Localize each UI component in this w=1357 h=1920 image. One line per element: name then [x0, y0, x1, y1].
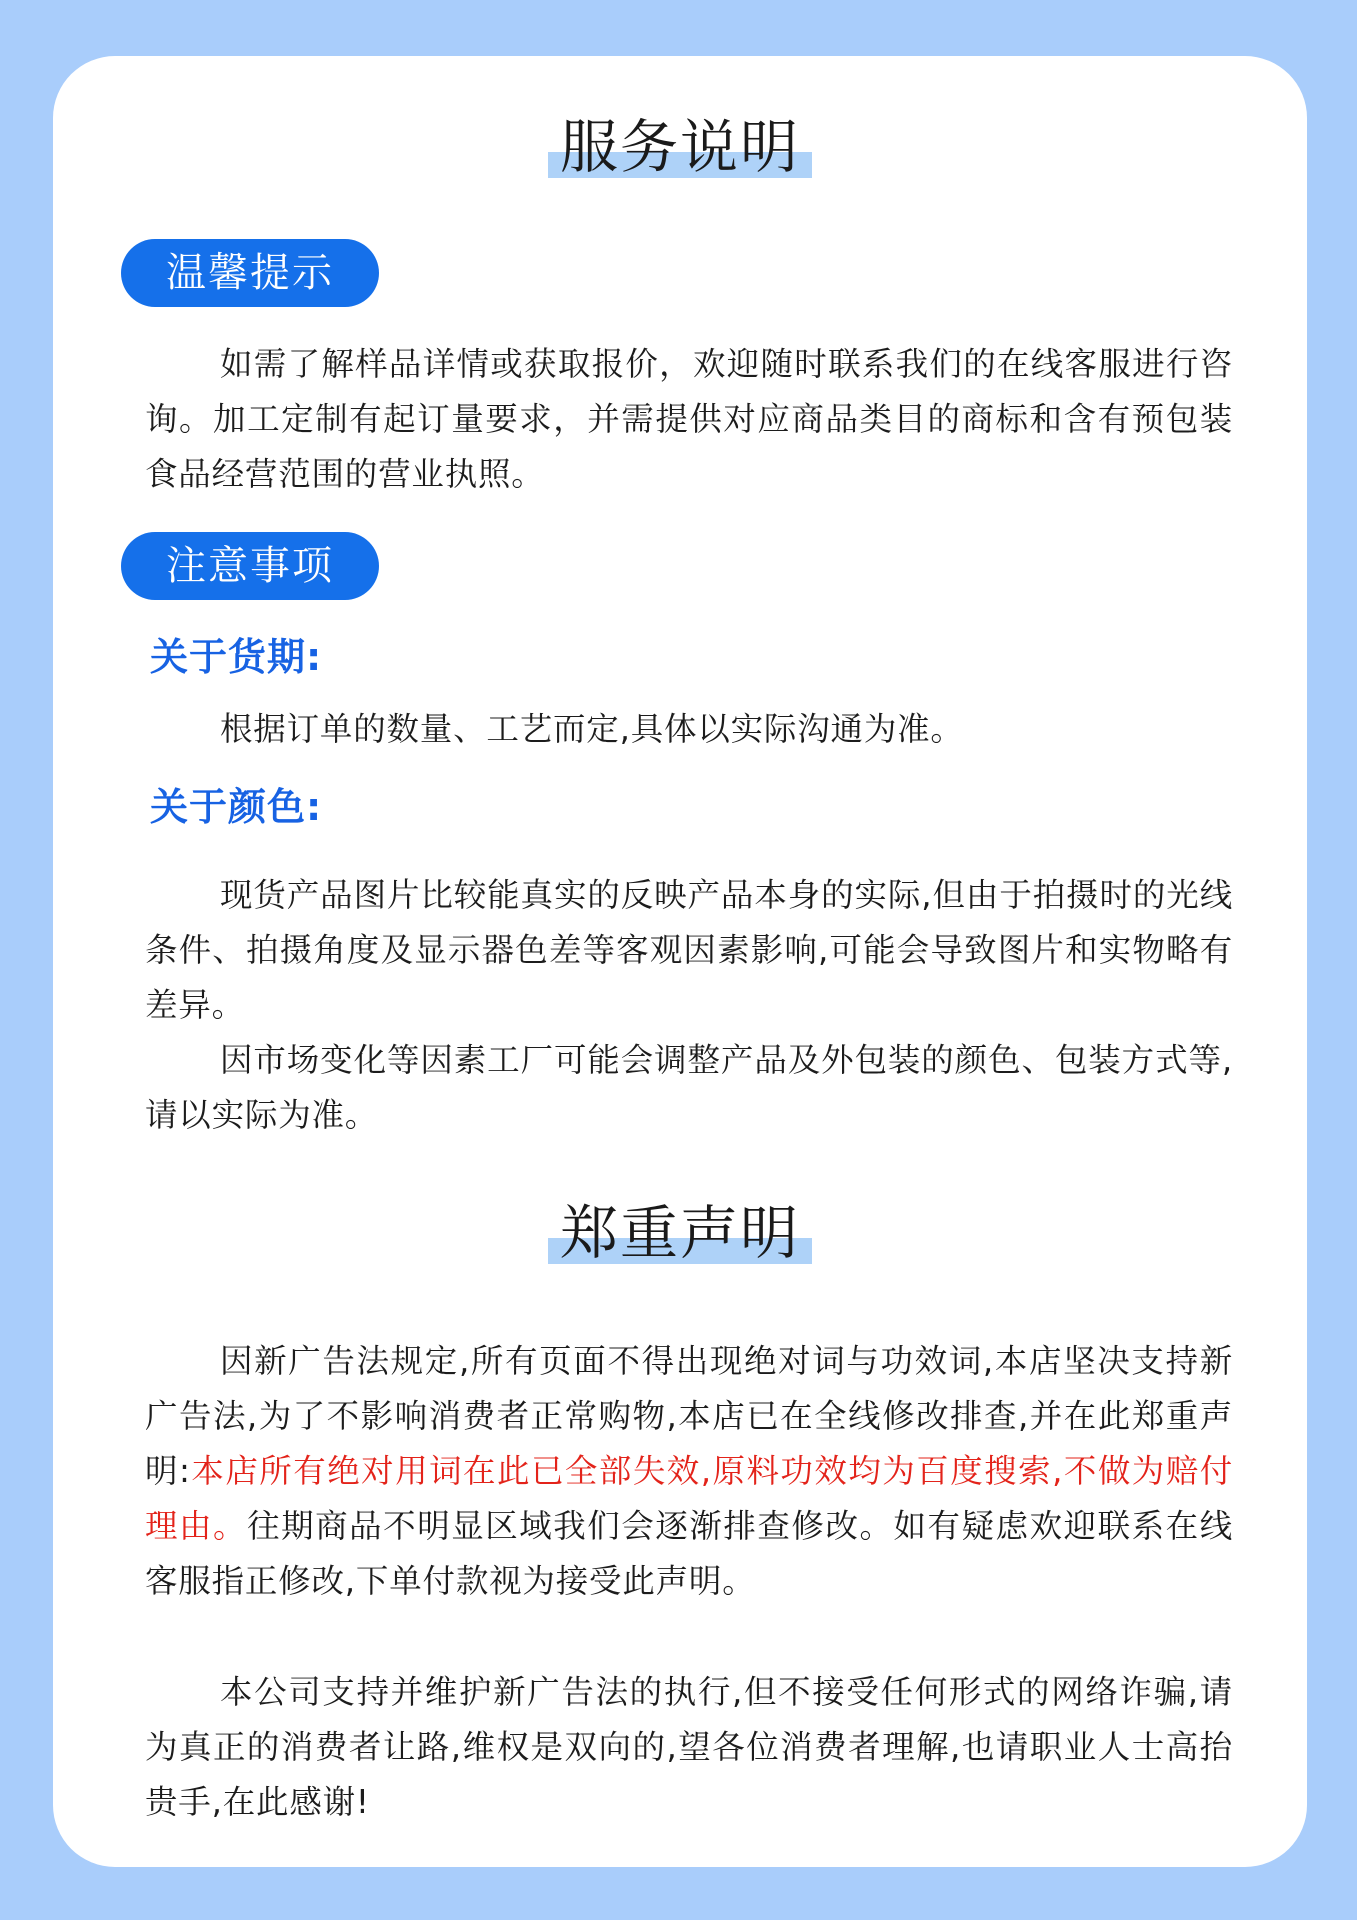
declaration-title	[53, 1196, 1307, 1276]
content-card	[53, 56, 1307, 1867]
declaration-paragraph-2: 本公司支持并维护新广告法的执行,但不接受任何形式的网络诈骗,请为真正的消费者让路,维权是双向的,望各位消费者理解,也请职业人士高抬贵手,在此感谢!	[145, 1673, 1233, 1821]
tip-paragraph: 如需了解样品详情或获取报价，欢迎随时联系我们的在线客服进行咨询。加工定制有起订量要求，并需提供对应商品类目的商标和含有预包装食品经营范围的营业执照。	[145, 345, 1233, 493]
notice-badge: 注意事项	[121, 532, 379, 600]
color-paragraph-2: 因市场变化等因素工厂可能会调整产品及外包装的颜色、包装方式等,请以实际为准。	[145, 1041, 1233, 1134]
delivery-paragraph: 根据订单的数量、工艺而定,具体以实际沟通为准。	[220, 710, 964, 748]
delivery-heading: 关于货期:	[150, 635, 323, 679]
color-paragraph-1: 现货产品图片比较能真实的反映产品本身的实际,但由于拍摄时的光线条件、拍摄角度及显示器色差等客观因素影响,可能会导致图片和实物略有差异。	[145, 876, 1233, 1024]
declaration-warning-text: 本店所有绝对用词在此已全部失效,原料功效均为百度搜索,不做为赔付理由。	[145, 1452, 1233, 1545]
service-title	[53, 110, 1307, 190]
declaration-text-intro: 因新广告法规定,所有页面不得出现绝对词与功效词,本店坚决支持新广告法,为了不影响消费者正常购物,本店已在全线修改排查,并在此郑重声明:	[145, 1342, 1233, 1490]
declaration-text-followup: 往期商品不明显区域我们会逐渐排查修改。如有疑虑欢迎联系在线客服指正修改,下单付款视为接受此声明。	[145, 1507, 1234, 1600]
declaration-paragraph-1	[145, 1334, 1233, 1609]
service-title-text: 服务说明	[559, 113, 800, 181]
color-heading: 关于颜色:	[150, 785, 323, 829]
declaration-title-text: 郑重声明	[559, 1199, 800, 1267]
tip-badge: 温馨提示	[121, 239, 379, 307]
